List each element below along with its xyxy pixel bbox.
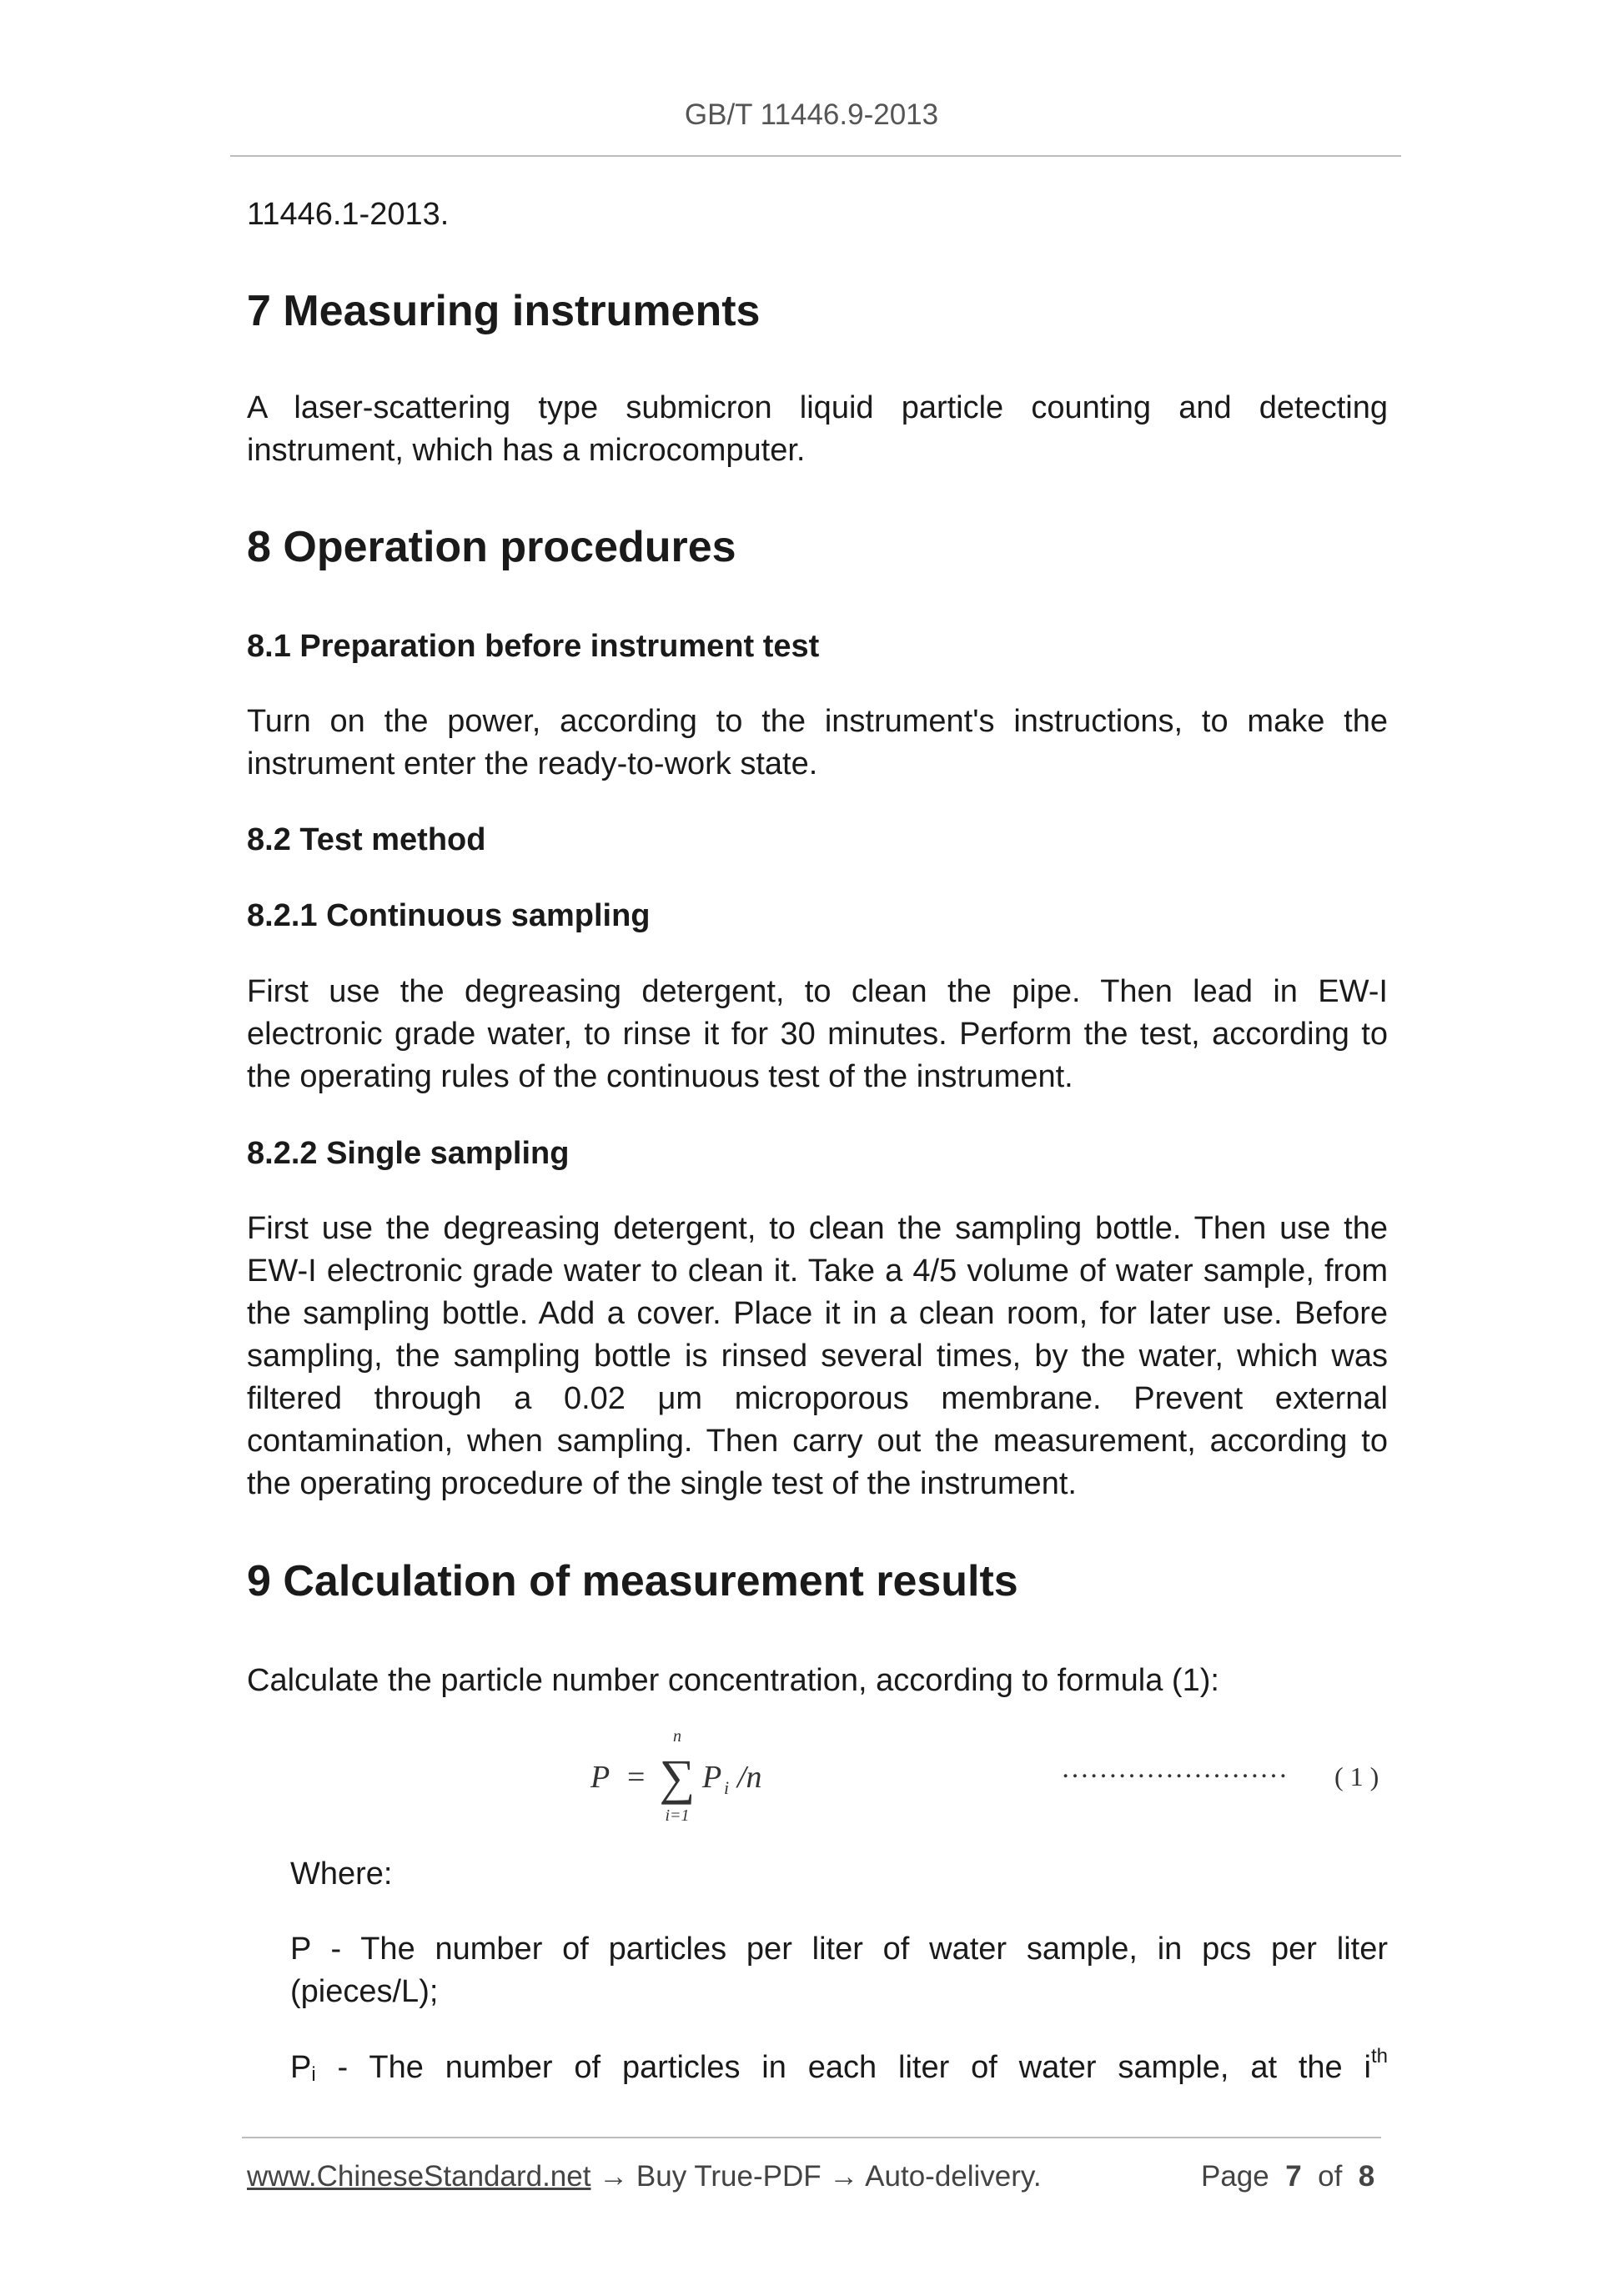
section-8-2-1-heading: 8.2.1 Continuous sampling (247, 898, 651, 933)
where-label: Where: (290, 1856, 393, 1892)
formula-lhs: P (590, 1760, 611, 1795)
section-8-2-2-body: First use the degreasing detergent, to clean the sampling bottle. Then use the EW-I electronic grade water to clean it. Take a 4/5 volume of water sample, from the sampling bottle. Add a cover. Place it in a clean room, for later use. Before sampling, the sampling bottle is rinsed several times, by the water, which was filtered through a 0.02 μm microporous membrane. Prevent external contamination, when sampling. Then carry out the measurement, according to the operating procedure of the single test of the instrument. (247, 1211, 1388, 1501)
section-8-1-heading: 8.1 Preparation before instrument test (247, 629, 820, 664)
section-9-heading: 9 Calculation of measurement results (247, 1557, 1018, 1605)
formula-leader-dots: …………………… (1061, 1753, 1288, 1784)
section-8-2-1-body: First use the degreasing detergent, to clean the pipe. Then lead in EW-I electronic grade water, to rinse it for 30 minutes. Perform the test, according to the operating rules of the continuous test of the instrument. (247, 974, 1388, 1094)
definition-p: P - The number of particles per liter of water sample, in pcs per liter (pieces/L); (290, 1932, 1388, 2009)
formula-1 (0, 1731, 1623, 1831)
running-header: GB/T 11446.9-2013 (684, 98, 939, 131)
formula-sigma: ∑ (659, 1750, 696, 1805)
section-8-2-2-heading: 8.2.2 Single sampling (247, 1136, 570, 1171)
formula-lower-limit: i=1 (665, 1806, 690, 1825)
footer-divider (242, 2137, 1381, 2138)
footer-site-link[interactable]: www.ChineseStandard.net (247, 2160, 591, 2193)
header-divider (230, 155, 1401, 157)
formula-upper-limit: n (673, 1731, 681, 1746)
page-label: Page (1201, 2160, 1269, 2193)
definition-pi-subscript: i (311, 2063, 316, 2086)
definition-pi (290, 2047, 1388, 2089)
formula-term-subscript: i (724, 1777, 730, 1798)
definition-pi-symbol: P (290, 2050, 312, 2085)
footer-promo (247, 2160, 1042, 2193)
continuation-text: 11446.1-2013. (247, 197, 450, 232)
definition-pi-superscript: th (1370, 2045, 1388, 2067)
section-7-heading: 7 Measuring instruments (247, 287, 761, 335)
section-8-2-heading: 8.2 Test method (247, 822, 486, 857)
formula-divisor: /n (737, 1760, 762, 1795)
section-9-intro: Calculate the particle number concentration, according to formula (1): (247, 1663, 1219, 1698)
page-number: 7 (1285, 2160, 1302, 2193)
footer-promo-text: → Buy True-PDF → Auto-delivery. (590, 2160, 1042, 2193)
formula-equals: = (627, 1760, 646, 1795)
section-8-heading: 8 Operation procedures (247, 523, 736, 571)
page-indicator (1201, 2160, 1374, 2193)
page-of-label: of (1318, 2160, 1343, 2193)
section-7-body: A laser-scattering type submicron liquid particle counting and detecting instrument, which has a microcomputer. (247, 390, 1388, 468)
section-8-1-body: Turn on the power, according to the instrument's instructions, to make the instrument enter the ready-to-work state. (247, 704, 1388, 781)
formula-term: P (702, 1760, 722, 1795)
formula-number: ( 1 ) (1334, 1761, 1379, 1791)
definition-pi-text: - The number of particles in each liter of water sample, at the i (315, 2050, 1371, 2085)
page-total: 8 (1358, 2160, 1375, 2193)
